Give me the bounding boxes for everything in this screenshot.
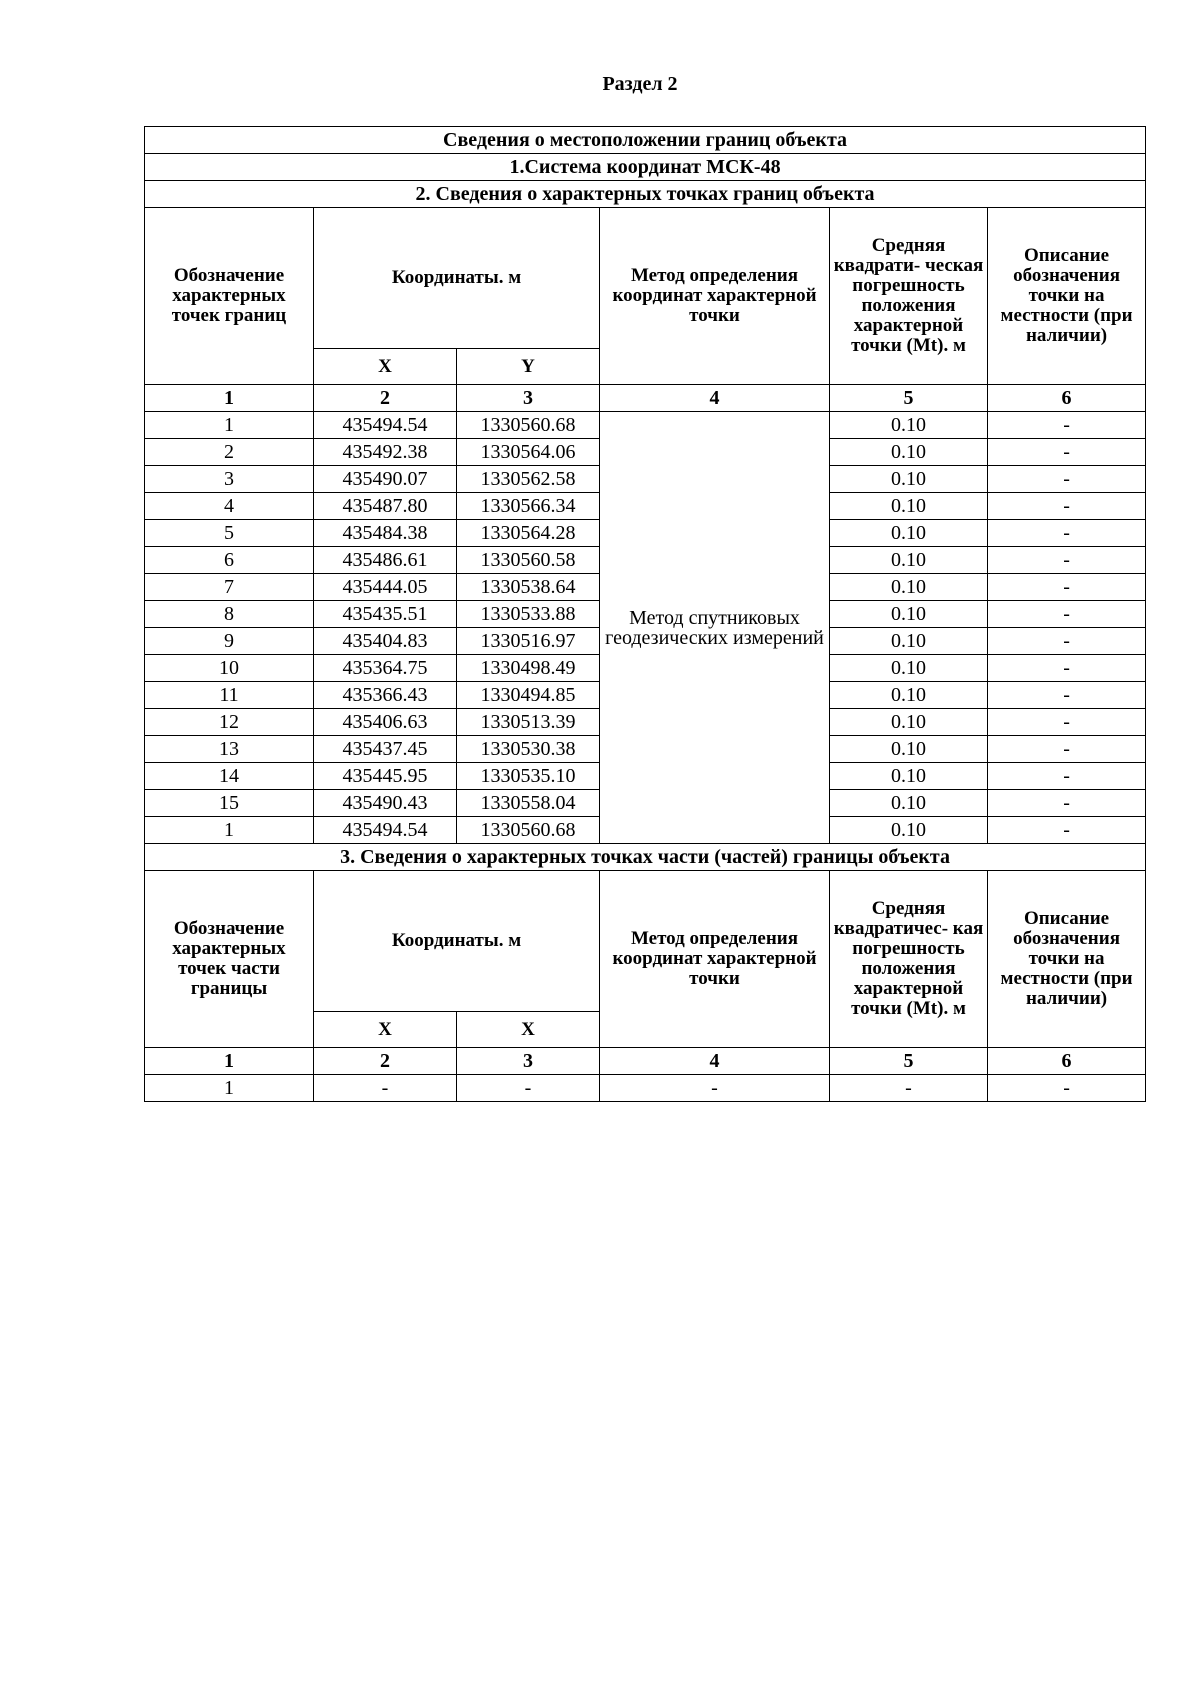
description-cell: -	[988, 1075, 1146, 1102]
x-coordinate-cell: 435404.83	[314, 628, 457, 655]
y-coordinate-cell: 1330560.68	[457, 412, 600, 439]
table-row	[145, 412, 1146, 439]
error-cell: 0.10	[830, 628, 988, 655]
x-coordinate-cell: 435494.54	[314, 412, 457, 439]
y-coordinate-cell: 1330560.68	[457, 817, 600, 844]
column-number-row	[145, 1048, 1146, 1075]
method-cell: Метод спутниковых геодезических измерений	[600, 412, 830, 844]
table-title: Сведения о местоположении границ объекта	[145, 127, 1146, 154]
x-coordinate-cell: 435487.80	[314, 493, 457, 520]
description-cell: -	[988, 628, 1146, 655]
y-coordinate-cell: 1330494.85	[457, 682, 600, 709]
x-coordinate-cell: 435406.63	[314, 709, 457, 736]
description-cell: -	[988, 520, 1146, 547]
header-x: X	[314, 1012, 457, 1048]
y-coordinate-cell: 1330516.97	[457, 628, 600, 655]
page-title: Раздел 2	[602, 73, 678, 95]
y-coordinate-cell: 1330566.34	[457, 493, 600, 520]
header-mean-square-error: Средняя квадратичес- кая погрешность положения характерной точки (Mt). м	[830, 871, 988, 1048]
column-number: 1	[145, 385, 314, 412]
header-method: Метод определения координат характерной точки	[600, 871, 830, 1048]
error-cell: 0.10	[830, 682, 988, 709]
column-number: 5	[830, 1048, 988, 1075]
header-x: X	[314, 349, 457, 385]
x-coordinate-cell: 435490.07	[314, 466, 457, 493]
point-cell: 14	[145, 763, 314, 790]
description-cell: -	[988, 574, 1146, 601]
x-coordinate-cell: 435484.38	[314, 520, 457, 547]
column-number: 1	[145, 1048, 314, 1075]
error-cell: 0.10	[830, 763, 988, 790]
y-coordinate-cell: 1330558.04	[457, 790, 600, 817]
point-cell: 13	[145, 736, 314, 763]
point-cell: 10	[145, 655, 314, 682]
point-cell: 6	[145, 547, 314, 574]
error-cell: 0.10	[830, 790, 988, 817]
section2-title: 2. Сведения о характерных точках границ объекта	[145, 181, 1146, 208]
column-number: 5	[830, 385, 988, 412]
column-number: 6	[988, 1048, 1146, 1075]
point-cell: 9	[145, 628, 314, 655]
x-coordinate-cell: 435492.38	[314, 439, 457, 466]
x-coordinate-cell: 435494.54	[314, 817, 457, 844]
error-cell: -	[830, 1075, 988, 1102]
description-cell: -	[988, 547, 1146, 574]
y-coordinate-cell: 1330560.58	[457, 547, 600, 574]
column-number: 4	[600, 385, 830, 412]
header-y: Y	[457, 349, 600, 385]
y-coordinate-cell: 1330564.06	[457, 439, 600, 466]
x-coordinate-cell: -	[314, 1075, 457, 1102]
point-cell: 1	[145, 412, 314, 439]
point-cell: 1	[145, 1075, 314, 1102]
description-cell: -	[988, 736, 1146, 763]
description-cell: -	[988, 466, 1146, 493]
y-coordinate-cell: 1330535.10	[457, 763, 600, 790]
error-cell: 0.10	[830, 466, 988, 493]
description-cell: -	[988, 601, 1146, 628]
y-coordinate-cell: 1330562.58	[457, 466, 600, 493]
error-cell: 0.10	[830, 601, 988, 628]
description-cell: -	[988, 493, 1146, 520]
header-point-description: Описание обозначения точки на местности (при наличии)	[988, 871, 1146, 1048]
point-cell: 12	[145, 709, 314, 736]
point-cell: 7	[145, 574, 314, 601]
x-coordinate-cell: 435437.45	[314, 736, 457, 763]
header-point-designation: Обозначение характерных точек части границы	[145, 871, 314, 1048]
y-coordinate-cell: -	[457, 1075, 600, 1102]
x-coordinate-cell: 435445.95	[314, 763, 457, 790]
header-mean-square-error: Средняя квадрати- ческая погрешность положения характерной точки (Mt). м	[830, 208, 988, 385]
y-coordinate-cell: 1330513.39	[457, 709, 600, 736]
point-cell: 8	[145, 601, 314, 628]
x-coordinate-cell: 435486.61	[314, 547, 457, 574]
section3-title: 3. Сведения о характерных точках части (частей) границы объекта	[145, 844, 1146, 871]
point-cell: 15	[145, 790, 314, 817]
point-cell: 5	[145, 520, 314, 547]
column-number-row	[145, 385, 1146, 412]
header-x-second: X	[457, 1012, 600, 1048]
error-cell: 0.10	[830, 439, 988, 466]
column-number: 3	[457, 385, 600, 412]
description-cell: -	[988, 412, 1146, 439]
point-cell: 2	[145, 439, 314, 466]
table-row	[145, 1075, 1146, 1102]
error-cell: 0.10	[830, 655, 988, 682]
error-cell: 0.10	[830, 520, 988, 547]
header-coordinates: Координаты. м	[314, 208, 600, 349]
y-coordinate-cell: 1330530.38	[457, 736, 600, 763]
y-coordinate-cell: 1330564.28	[457, 520, 600, 547]
description-cell: -	[988, 817, 1146, 844]
description-cell: -	[988, 763, 1146, 790]
x-coordinate-cell: 435444.05	[314, 574, 457, 601]
header-coordinates: Координаты. м	[314, 871, 600, 1012]
y-coordinate-cell: 1330538.64	[457, 574, 600, 601]
error-cell: 0.10	[830, 817, 988, 844]
error-cell: 0.10	[830, 736, 988, 763]
description-cell: -	[988, 709, 1146, 736]
error-cell: 0.10	[830, 547, 988, 574]
column-number: 2	[314, 385, 457, 412]
y-coordinate-cell: 1330498.49	[457, 655, 600, 682]
point-cell: 11	[145, 682, 314, 709]
x-coordinate-cell: 435490.43	[314, 790, 457, 817]
point-cell: 3	[145, 466, 314, 493]
column-number: 6	[988, 385, 1146, 412]
point-cell: 4	[145, 493, 314, 520]
header-method: Метод определения координат характерной точки	[600, 208, 830, 385]
description-cell: -	[988, 655, 1146, 682]
x-coordinate-cell: 435435.51	[314, 601, 457, 628]
error-cell: 0.10	[830, 493, 988, 520]
description-cell: -	[988, 790, 1146, 817]
x-coordinate-cell: 435364.75	[314, 655, 457, 682]
point-cell: 1	[145, 817, 314, 844]
error-cell: 0.10	[830, 412, 988, 439]
column-number: 4	[600, 1048, 830, 1075]
coordinate-system-row: 1.Система координат МСК-48	[145, 154, 1146, 181]
boundary-table	[144, 126, 1146, 1102]
header-point-description: Описание обозначения точки на местности (при наличии)	[988, 208, 1146, 385]
description-cell: -	[988, 682, 1146, 709]
error-cell: 0.10	[830, 574, 988, 601]
column-number: 2	[314, 1048, 457, 1075]
error-cell: 0.10	[830, 709, 988, 736]
x-coordinate-cell: 435366.43	[314, 682, 457, 709]
description-cell: -	[988, 439, 1146, 466]
y-coordinate-cell: 1330533.88	[457, 601, 600, 628]
column-number: 3	[457, 1048, 600, 1075]
method-cell: -	[600, 1075, 830, 1102]
header-point-designation: Обозначение характерных точек границ	[145, 208, 314, 385]
